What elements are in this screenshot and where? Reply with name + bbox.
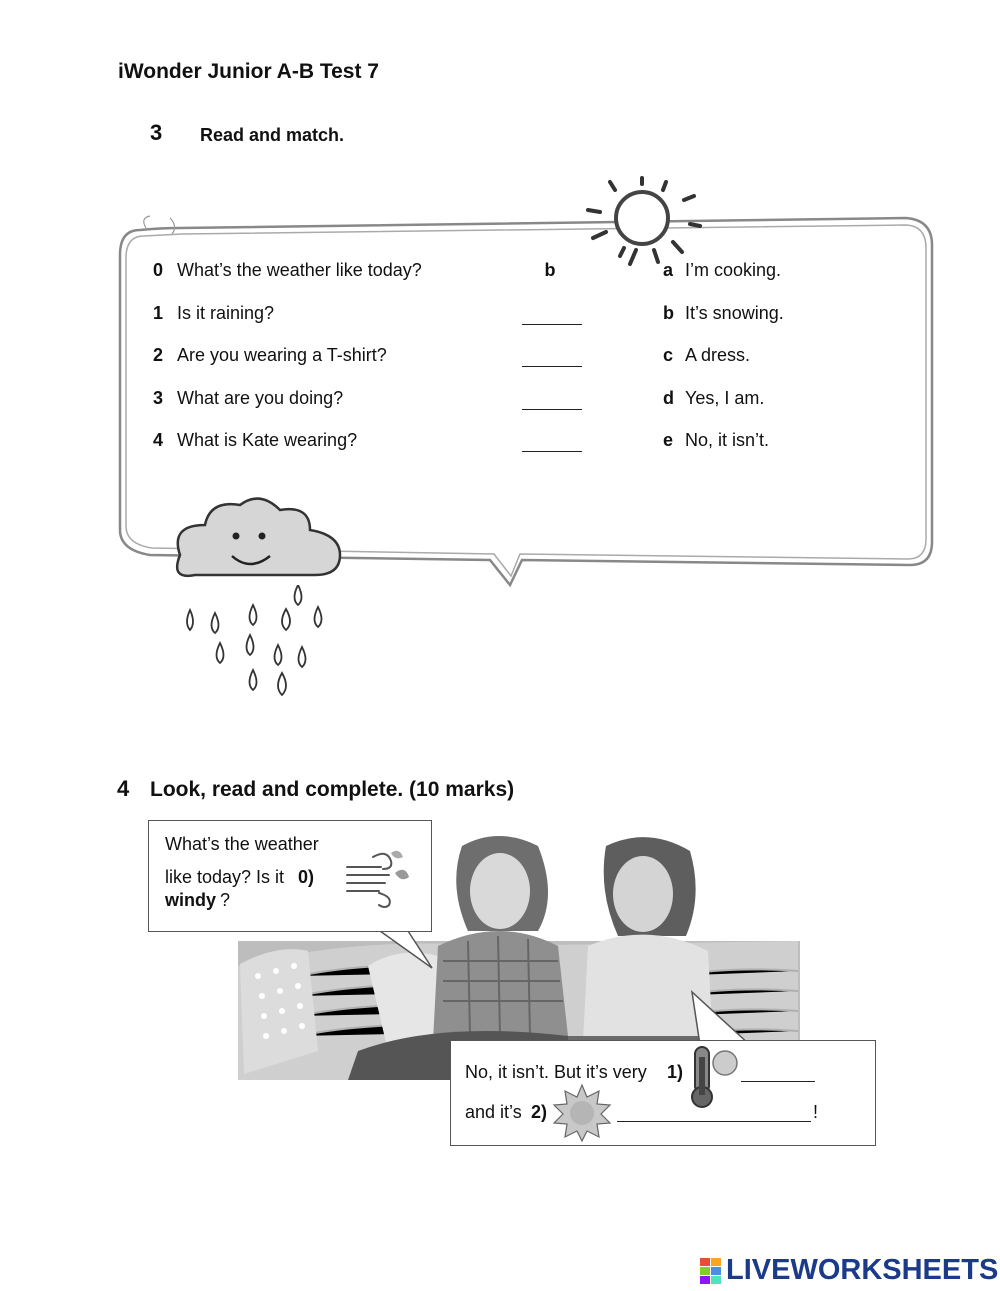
bubble-2-line-1: No, it isn’t. But it’s very — [465, 1062, 647, 1082]
question-number: 0 — [153, 260, 164, 280]
question-text: What are you doing? — [177, 388, 344, 408]
option-letter: a — [663, 260, 674, 280]
logo-text: LIVEWORKSHEETS — [726, 1254, 999, 1286]
bubble-2-exclamation: ! — [813, 1102, 819, 1122]
speech-bubble-2 — [450, 1040, 876, 1146]
option-text: A dress. — [685, 345, 751, 365]
exercise-3-instruction: Read and match. — [200, 125, 345, 145]
exercise-4-instruction: Look, read and complete. (10 marks) — [150, 778, 515, 801]
question-number: 1 — [153, 303, 164, 323]
option-letter: b — [663, 303, 674, 323]
question-text: What’s the weather like today? — [177, 260, 422, 280]
option-text: It’s snowing. — [685, 303, 784, 323]
bubble-2-tail — [690, 990, 780, 1046]
option-text: No, it isn’t. — [685, 430, 770, 450]
exercise-4-number: 4 — [117, 776, 130, 801]
option-letter: c — [663, 345, 674, 365]
question-number: 2 — [153, 345, 164, 365]
bubble-1-question-mark: ? — [220, 890, 231, 910]
bubble-1-tail — [380, 930, 450, 970]
exercise-3-number: 3 — [150, 120, 163, 145]
answer-input-bubble-2[interactable] — [617, 1105, 811, 1122]
logo-blocks-icon — [700, 1258, 722, 1284]
page-title: iWonder Junior A-B Test 7 — [118, 60, 379, 83]
example-answer: b — [544, 260, 556, 280]
hot-thermometer-icon — [687, 1043, 747, 1109]
answer-input-bubble-1[interactable] — [741, 1065, 815, 1082]
bubble-1-line-2: like today? Is it — [165, 867, 285, 887]
bubble-1-item-number: 0) — [298, 867, 315, 887]
option-letter: e — [663, 430, 674, 450]
bubble-1-example-answer: windy — [165, 890, 217, 910]
answer-input-2[interactable] — [522, 352, 582, 367]
bubble-2-line-2: and it’s — [465, 1102, 522, 1122]
answer-input-3[interactable] — [522, 395, 582, 410]
question-text: What is Kate wearing? — [177, 430, 358, 450]
rain-cloud-icon — [177, 499, 340, 576]
answer-input-1[interactable] — [522, 310, 582, 325]
speech-frame-illustration — [110, 170, 940, 600]
bubble-2-item-2-number: 2) — [531, 1102, 548, 1122]
wind-icon — [343, 847, 413, 911]
option-text: I’m cooking. — [685, 260, 782, 280]
bubble-1-line-1: What’s the weather — [165, 834, 319, 854]
raindrops-illustration — [170, 585, 340, 705]
option-text: Yes, I am. — [685, 388, 765, 408]
question-text: Are you wearing a T-shirt? — [177, 345, 387, 365]
answer-input-4[interactable] — [522, 437, 582, 452]
speech-bubble-1 — [148, 820, 432, 932]
question-text: Is it raining? — [177, 303, 275, 323]
sunny-icon — [551, 1083, 613, 1143]
option-letter: d — [663, 388, 674, 408]
question-number: 3 — [153, 388, 164, 408]
bubble-2-item-1-number: 1) — [667, 1062, 684, 1082]
question-number: 4 — [153, 430, 164, 450]
